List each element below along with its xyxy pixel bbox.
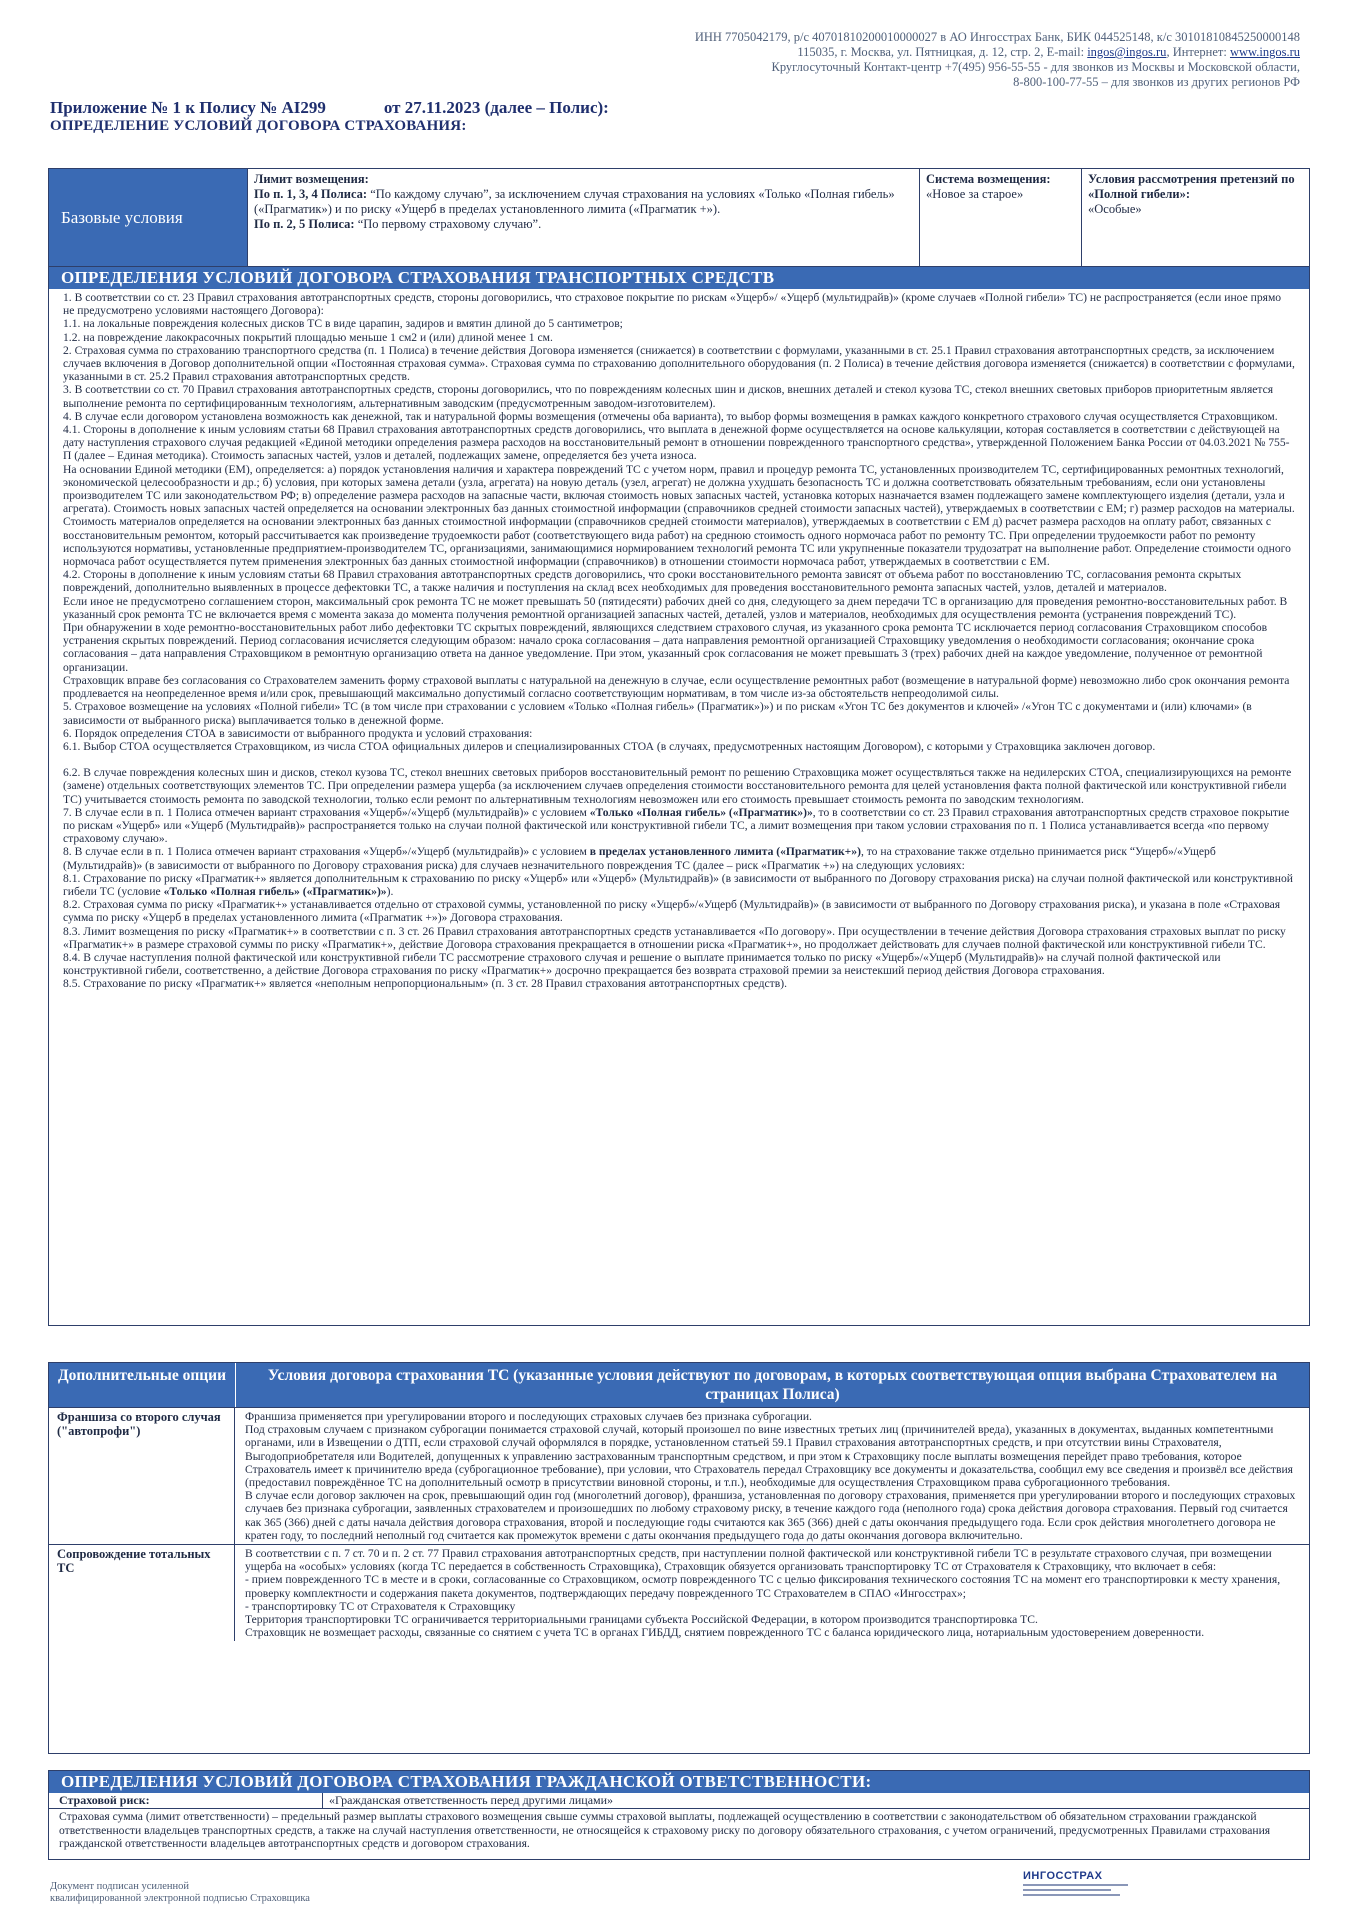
- liability-section: [48, 1770, 1310, 1860]
- p8-bold: в пределах установленного лимита («Прагматик+»): [589, 845, 861, 859]
- risk-row: [49, 1793, 1309, 1809]
- paragraph-7: [63, 806, 1295, 846]
- paragraph: 4. В случае если договором установлена возможность как денежной, так и натуральной формы возмещения (отмечены оба варианта), то выбор формы возмещения в рамках каждого конкретного страхового случая осуществляется Страховщиком.: [63, 409, 1278, 423]
- paragraph: 6. Порядок определения СТОА в зависимости от выбранного продукта и условий страхования:: [63, 726, 533, 740]
- option-line: - транспортировку ТС от Страхователя к Страховщику: [245, 1599, 516, 1613]
- claims-value: «Особые»: [1088, 202, 1142, 216]
- signature-line-2: квалифицированной электронной подписью Страховщика: [50, 1893, 310, 1904]
- option-line: В случае если договор заключен на срок, превышающий один год (многолетний договор), франшиза, установленная по договору страхования, применяется при урегулировании второго и последующих страховых случаев без признака суброгации, заявленных страхователем и произошедших по любому страховому риску, в течение каждого года (неполного года) срока действия договора страхования. Первый год считается как 365 (366) дней с даты начала действия договора страхования, второй и последующие годы считаются как 365 (366) дней с даты окончания предыдущего года. Если срок действия многолетнего договора не кратен году, то последний неполный год считается как промежуток времени с даты окончания предыдущего года до даты окончания договора включительно.: [245, 1489, 1296, 1542]
- option-text: [235, 1545, 1309, 1641]
- annex-title: [50, 98, 609, 118]
- limit-p1: [254, 187, 913, 217]
- website-link[interactable]: www.ingos.ru: [1229, 45, 1300, 59]
- requisites-line-3: Круглосуточный Контакт-центр +7(495) 956-55-55 - для звонков из Москвы и Московской области,: [771, 60, 1300, 74]
- options-header: [49, 1363, 1309, 1407]
- signature-stamp-icon: [1023, 1884, 1133, 1906]
- paragraph: 8.4. В случае наступления полной фактической или конструктивной гибели ТС рассмотрение страхового случая и решение о выплате принимается только по риску «Ущерб»/«Ущерб (Мультидрайв)» на случай полной фактической или конструктивной гибели, соответственно, а действие Договора страхования по риску «Прагматик+» досрочно прекращается без возврата страховой премии за неистекший период действия Договора страхования.: [63, 950, 1221, 978]
- paragraph: 6.1. Выбор СТОА осуществляется Страховщиком, из числа СТОА официальных дилеров и специализированных СТОА (в случаях, предусмотренных настоящим Договором), с которыми у Страховщика заключен договор.: [63, 739, 1156, 753]
- base-conditions-label: Базовые условия: [49, 169, 247, 267]
- paragraph: Страховщик вправе без согласования со Страхователем заменить форму страховой выплаты с натуральной на денежную в случае, если осуществление ремонтных работ (возмещение в натуральной форме) невозможно либо срок окончания ремонта продлевается на неопределенное время и/или срок, превышающий максимально допустимый согласно соответствующим нормативам, в том числе из-за обстоятельств непреодолимой силы.: [63, 673, 1290, 701]
- paragraph: 6.2. В случае повреждения колесных шин и дисков, стекол кузова ТС, стекол внешних световых приборов восстановительный ремонт по решению Страховщика может осуществляться также на недилерских СТОА, специализирующихся на ремонте (замене) отдельных соответствующих элементов ТС. При определении размера ущерба (за исключением случаев определения стоимости восстановительного ремонта для целей установления факта полной фактической или конструктивной гибели ТС) учитывается стоимость ремонта по заводской технологии, только если ремонт по альтернативным технологиям невозможен или его стоимость превышает стоимость ремонта по заводским технологиям.: [63, 766, 1292, 806]
- p8-tail: , то на страхование также отдельно принимается риск “Ущерб»/«Ущерб (Мультидрайв)» (в зависимости от выбранного по Договору страхования риска) для случаев незначительного повреждения ТС (далее – риск «Прагматик +») на следующих условиях:: [63, 845, 1216, 872]
- paragraph: Если иное не предусмотрено соглашением сторон, максимальный срок ремонта ТС не может превышать 50 (пятидесяти) рабочих дней со дня, следующего за днем передачи ТС в организацию для проведения ремонтно-восстановительных работ. В указанный срок ремонта ТС не включается время с момента заказа до момента получения ремонтной организацией запасных частей, деталей, узлов и материалов, необходимых для осуществления ремонта (устранения повреждений ТС).: [63, 594, 1288, 621]
- liability-text: Страховая сумма (лимит ответственности) – предельный размер выплаты страхового возмещения свыше суммы страховой выплаты, подлежащей осуществлению в соответствии с законодательством об обязательном страховании гражданской ответственности владельцев транспортных средств, а также на случай наступления ответственности, не относящейся к страховому риску по договору обязательного страхования, с учетом ограничений, предусмотренных Правилами страхования гражданской ответственности владельцев автотранспортных средств и договором страхования.: [59, 1810, 1271, 1851]
- options-header-col2: Условия договора страхования ТС (указанные условия действуют по договорам, в которых соответствующая опция выбрана Страхователем на страницах Полиса): [267, 1367, 1278, 1403]
- vehicle-conditions-section: [48, 266, 1310, 1326]
- option-line: В соответствии с п. 7 ст. 70 и п. 2 ст. 77 Правил страхования автотранспортных средств, при наступлении полной фактической или конструктивной гибели ТС в результате страхового случая, при возмещении ущерба на «особых» условиях (когда ТС передается в собственность Страховщика), Страховщик обязуется организовать транспортировку ТС от Страхователя к Страховщику, что включает в себя:: [245, 1547, 1272, 1574]
- liability-title: ОПРЕДЕЛЕНИЯ УСЛОВИЙ ДОГОВОРА СТРАХОВАНИЯ ГРАЖДАНСКОЙ ОТВЕТСТВЕННОСТИ:: [49, 1771, 1309, 1793]
- risk-value: «Гражданская ответственность перед другими лицами»: [329, 1793, 614, 1807]
- option-line: Франшиза применяется при урегулировании второго и последующих страховых случаев без признака суброгации.: [245, 1410, 812, 1423]
- paragraph: 2. Страховая сумма по страхованию транспортного средства (п. 1 Полиса) в течение действия Договора изменяется (снижается) в соответствии с формулами, указанными в ст. 25.1 Правил страхования автотранспортных средств, за исключением случаев включения в Договор дополнительной опции «Постоянная страховая сумма». Страховая сумма по страхованию дополнительного оборудования (п. 2 Полиса) в течение действия договора изменяется (снижается) в соответствии с формулами, указанными в ст. 25.2 Правил страхования автотранспортных средств.: [63, 343, 1295, 384]
- p8-text: 8. В случае если в п. 1 Полиса отмечен вариант страхования «Ущерб»/«Ущерб (мультидрайв)» с условием: [63, 845, 590, 859]
- paragraph: 8.3. Лимит возмещения по риску «Прагматик+» в соответствии с п. 3 ст. 26 Правил страхования автотранспортных средств устанавливается «По договору». При осуществлении в течение действия Договора страхования страховых выплат по риску «Прагматик+» в размере страховой суммы по риску «Прагматик+», действие Договора страхования прекращается в отношении риска «Прагматик+», но продолжает действовать для случаев полной фактической или конструктивной гибели ТС.: [63, 924, 1286, 951]
- requisites-line-4: 8-800-100-77-55 – для звонков из других регионов РФ: [1013, 75, 1300, 89]
- option-line: Под страховым случаем с признаком суброгации понимается страховой случай, который произошел по вине известных третьих лиц (причинителей вреда), указанных в документах, выданных компетентными органами, или в Извещении о ДТП, если страховой случай оформлялся в порядке, установленном статьей 59.1 Правил страхования автотранспортных средств, и при отсутствии вины Страхователя, Выгодоприобретателя или Водителей, допущенных к управлению застрахованным транспортным средством, и при этом к Страховщику после выплаты возмещения перейдет право требования, которое Страхователь имеет к причинителю вреда (суброгационное требование), при условии, что Страхователь передал Страховщику все документы и доказательства, сообщил ему все сведения и произвёл все действия (предоставил повреждённое ТС на дополнительный осмотр в присутствии виновной стороны, и т.п.), необходимые для осуществления Страховщиком права суброгационного требования.: [245, 1423, 1293, 1490]
- option-line: - прием поврежденного ТС в месте и в сроки, согласованные со Страховщиком, осмотр поврежденного ТС с целью фиксирования технического состояния ТС на момент его транспортировки к месту хранения, проверку комплектности и содержания пакета документов, подтверждающих передачу поврежденного ТС Страхователем в СПАО «Ингосстрах»;: [245, 1573, 1281, 1600]
- options-header-col1: Дополнительные опции: [49, 1363, 236, 1407]
- requisites-line-2: [695, 45, 1300, 60]
- system-cell: [919, 169, 1081, 267]
- limit-cell: [247, 169, 919, 267]
- limit-p2-text: “По первому страховому случаю”.: [354, 217, 542, 231]
- paragraph: 3. В соответствии со ст. 70 Правил страхования автотранспортных средств, стороны договорились, что по повреждениям колесных шин и дисков, внешних деталей и стекол кузова ТС, стекол внешних световых приборов приоритетным является выполнение ремонта по сертифицированным технологиям, альтернативным заводским (предусмотренным заводом-изготовителем).: [63, 383, 1274, 410]
- paragraph: 1.2. на повреждение лакокрасочных покрытий площадью меньше 1 см2 и (или) длиной менее 1 см.: [63, 330, 553, 344]
- company-requisites: [695, 30, 1300, 90]
- p81-text: 8.1. Страхование по риску «Прагматик+» является дополнительным к страхованию по риску «Ущерб» или «Ущерб» (Мультидрайв)» (в зависимости от выбранного по Договору страхования риска) на случаи полной фактической или конструктивной гибели ТС (условие: [63, 871, 1293, 898]
- annex-policy-number: Приложение № 1 к Полису № AI299: [50, 98, 326, 117]
- document-subtitle: ОПРЕДЕЛЕНИЕ УСЛОВИЙ ДОГОВОРА СТРАХОВАНИЯ:: [50, 118, 467, 134]
- limit-p2: [254, 217, 913, 232]
- paragraph: 8.2. Страховая сумма по риску «Прагматик+» устанавливается отдельно от страховой суммы, установленной по риску «Ущерб»/«Ущерб (Мультидрайв)» (в зависимости от выбранного по Договору страхования риска), и указана в поле «Страховая сумма по риску «Ущерб в пределах установленного лимита («Прагматик +»)» Договора страхования.: [63, 898, 1281, 925]
- base-conditions-table: [48, 168, 1310, 268]
- paragraph: 4.2. Стороны в дополнение к иным условиям статьи 68 Правил страхования автотранспортных средств договорились, что сроки восстановительного ремонта зависят от объема работ по восстановлению ТС, согласования ремонта скрытых повреждений, дополнительно выявленных в процессе дефектовки ТС, а также наличия и поступления на склад всех необходимых для проведения восстановительного ремонта запасных частей, узлов, деталей и материалов.: [63, 568, 1242, 595]
- limit-title: Лимит возмещения:: [254, 172, 369, 186]
- option-name: Сопровождение тотальных ТС: [49, 1545, 235, 1641]
- requisites-line-1: ИНН 7705042179, р/с 40701810200010000027 в АО Ингосстрах Банк, БИК 044525148, к/с 30101810845250000148: [694, 30, 1300, 44]
- system-title: Система возмещения:: [926, 172, 1051, 186]
- p81-tail: ).: [386, 884, 394, 898]
- paragraph: При обнаружении в ходе ремонтно-восстановительных работ либо дефектовки ТС скрытых повреждений, являющихся следствием страхового случая, из указанного срока ремонта ТС исключается период согласования Страховщиком способов устранения скрытых повреждений. Период согласования исчисляется следующим образом: начало срока согласования – дата направления ремонтной организацией Страховщику уведомления о необходимости согласования; окончание срока согласования – дата направления Страховщиком в ремонтную организацию ответа на данное уведомление. При этом, указанный срок согласования не может превышать 3 (трех) рабочих дней на каждое уведомление, полученное от ремонтной организации.: [63, 621, 1268, 674]
- annex-date: от 27.11.2023 (далее – Полис):: [383, 98, 609, 117]
- limit-p2-label: По п. 2, 5 Полиса:: [254, 217, 355, 231]
- paragraph: 1.1. на локальные повреждения колесных дисков ТС в виде царапин, задиров и вмятин длиной до 5 сантиметров;: [63, 317, 623, 331]
- paragraph-8-1: [63, 872, 1295, 898]
- signature-note: [50, 1881, 310, 1905]
- paragraph: 8.5. Страхование по риску «Прагматик+» является «неполным непропорциональным» (п. 3 ст. 28 Правил страхования автотранспортных средств).: [63, 977, 787, 991]
- email-link[interactable]: ingos@ingos.ru: [1087, 45, 1167, 59]
- paragraph: 1. В соответствии со ст. 23 Правил страхования автотранспортных средств, стороны договорились, что страховое покрытие по рискам «Ущерб»/ «Ущерб (мультидрайв)» (кроме случаев «Полной гибели» ТС) не распространяется (если иное прямо не предусмотрено условиями настоящего Договора):: [63, 291, 1282, 318]
- p7-tail: , то в соответствии со ст. 23 Правил страхования автотранспортных средств страховое покрытие по рискам «Ущерб» или «Ущерб (Мультидрайв)» распространяется только на случаи полной фактической или конструктивной гибели ТС, а лимит возмещения при таком условии страхования по п. 1 Полиса устанавливается всегда «по первому страховому случаю».: [63, 805, 1290, 846]
- additional-options-table: [48, 1362, 1310, 1754]
- paragraph: 5. Страховое возмещение на условиях «Полной гибели» ТС (в том числе при страховании с условием «Только «Полная гибель» (Прагматик»)») и по рискам «Угон ТС без документов и ключей» /«Угон ТС с документами и (или) ключами» (в зависимости от выбранного риска) выплачивается только в денежной форме.: [63, 700, 1252, 727]
- p81-bold: «Только «Полная гибель» («Прагматик»)»: [163, 884, 387, 898]
- address-text: 115035, г. Москва, ул. Пятницкая, д. 12, стр. 2, E-mail:: [797, 45, 1088, 59]
- option-row-franchise: [49, 1407, 1309, 1544]
- limit-p1-text: “По каждому случаю”, за исключением случая страхования на условиях «Только «Полная гибель» («Прагматик») и по риску «Ущерб в пределах установленного лимита («Прагматик +»).: [254, 187, 895, 216]
- paragraph-8: [63, 845, 1295, 871]
- option-line: Страховщик не возмещает расходы, связанные со снятием с учета ТС в органах ГИБДД, снятием поврежденного ТС с баланса юридического лица, нотариальным удостоверением доверенности.: [245, 1626, 1205, 1640]
- limit-p1-label: По п. 1, 3, 4 Полиса:: [254, 187, 368, 201]
- paragraph: На основании Единой методики (ЕМ), определяется: а) порядок установления наличия и характера повреждений ТС с учетом норм, правил и процедур ремонта ТС, установленных производителем ТС, сертифицированных ремонтных технологий, экономической целесообразности и др.; б) условия, при которых замена детали (узла, агрегата) на новую деталь (узел, агрегат) не должна ухудшать безопасность ТС и должна соответствовать обязательным требованиям, если они установлены производителем ТС или законодательством РФ; в) определение размера расходов на запасные части, включая стоимость новых запасных частей, установка которых назначается взамен подлежащего замене комплектующего изделия (детали, узла и агрегата). Стоимость новых запасных частей определяется на основании электронных баз данных стоимостной информации (справочников средней стоимости запасных частей), утверждаемых в соответствии с ЕМ; г) размер расходов на материалы. Стоимость материалов определяется на основании электронных баз данных стоимостной информации (справочников средней стоимости материалов), утверждаемых в соответствии с ЕМ д) расчет размера расходов на оплату работ, связанных с восстановительным ремонтом, который рассчитывается как произведение трудоемкости работ (соответствующего вида работ) на среднюю стоимость одного нормочаса работ по ремонту ТС. При определении трудоемкости работ по ремонту используются нормативы, установленные предприятием-производителем ТС, организациями, занимающимися нормированием технологий ремонта ТС или укрупненные показатели трудозатрат на выполнение работ. Определение стоимости одного нормочаса работ осуществляется путем применения электронных баз данных стоимостной информации (справочников) в отношении стоимости нормочаса работ, утверждаемых в соответствии с ЕМ.: [63, 462, 1295, 569]
- risk-label: Страховой риск:: [49, 1793, 323, 1808]
- option-row-total-escort: [49, 1544, 1309, 1641]
- claims-title: Условия рассмотрения претензий по «Полной гибели»:: [1088, 172, 1295, 201]
- section-body: [49, 289, 1309, 993]
- claims-cell: [1081, 169, 1309, 267]
- p7-bold: «Только «Полная гибель» («Прагматик»)»: [589, 805, 813, 819]
- option-name: Франшиза со второго случая ("автопрофи"): [49, 1408, 235, 1544]
- option-line: Территория транспортировки ТС ограничивается территориальными границами субъекта Российской Федерации, в котором производится транспортировка ТС.: [245, 1613, 1038, 1627]
- section-title: ОПРЕДЕЛЕНИЯ УСЛОВИЙ ДОГОВОРА СТРАХОВАНИЯ ТРАНСПОРТНЫХ СРЕДСТВ: [49, 267, 1309, 289]
- internet-label: , Интернет:: [1166, 45, 1230, 59]
- p7-text: 7. В случае если в п. 1 Полиса отмечен вариант страхования «Ущерб»/«Ущерб (мультидрайв)» с условием: [63, 805, 590, 819]
- paragraph: 4.1. Стороны в дополнение к иным условиям статьи 68 Правил страхования автотранспортных средств договорились, что выплата в денежной форме осуществляется на основе калькуляции, которая составляется в соответствии с действующей на дату наступления страхового случая редакцией «Единой методики определения размера расходов на восстановительный ремонт в отношении поврежденного транспортного средства», утвержденной Положением Банка России от 04.03.2021 № 755-П (далее – Единая методика). Стоимость запасных частей, узлов и деталей, подлежащих замене, определяется без учета износа.: [63, 423, 1290, 463]
- ingosstrakh-logo: ИНГОССТРАХ: [1023, 1870, 1103, 1882]
- signature-line-1: Документ подписан усиленной: [50, 1881, 189, 1892]
- option-text: [235, 1408, 1309, 1544]
- system-value: «Новое за старое»: [926, 187, 1024, 201]
